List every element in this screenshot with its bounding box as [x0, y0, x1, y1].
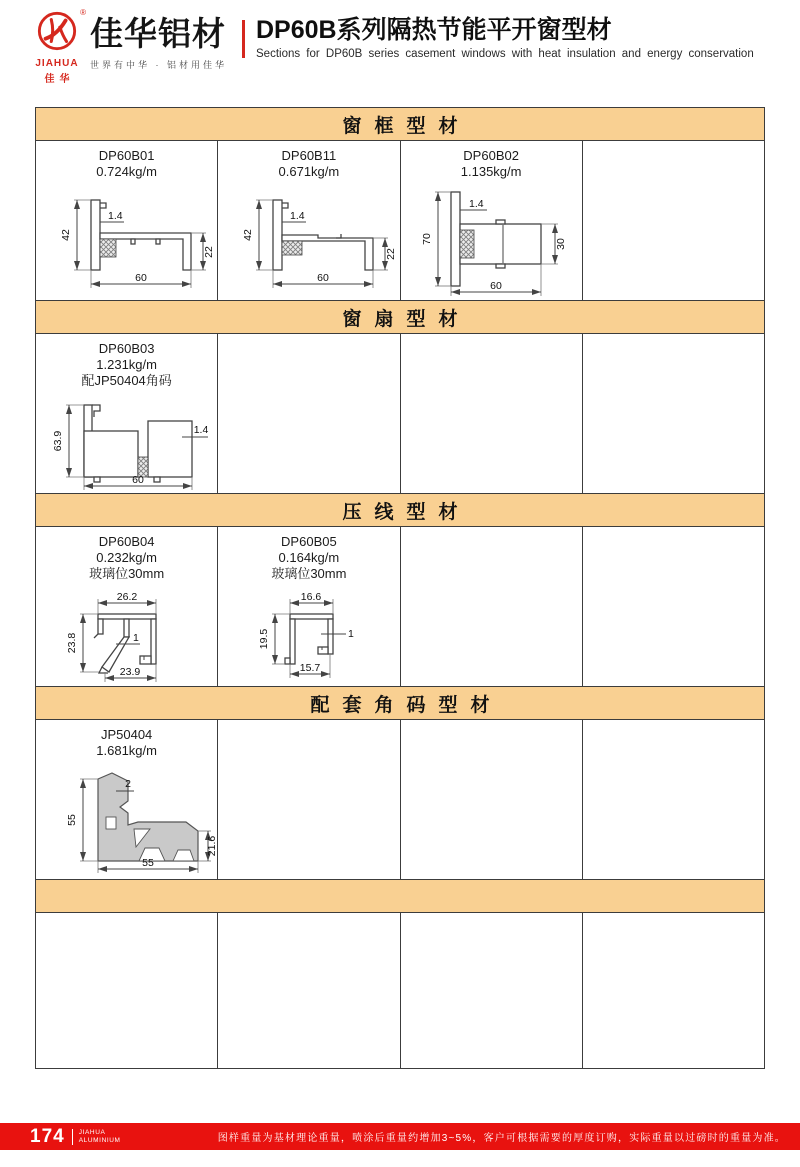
dp60b04-profile-drawing [36, 584, 218, 686]
empty-cell [582, 720, 764, 880]
empty-cell [400, 334, 582, 494]
dp60b02-profile-drawing [401, 182, 583, 300]
profile-cell-dp60b05 [218, 527, 400, 687]
profile-code: DP60B11 [281, 148, 337, 163]
profile-code: JP50404 [100, 727, 153, 742]
dim-end-height: 22 [203, 246, 215, 258]
jiahua-emblem-icon [36, 10, 78, 52]
dim-end-height: 22 [385, 248, 398, 260]
dim-width: 60 [132, 474, 144, 486]
logo-text-cn: 佳华 [44, 74, 75, 85]
page-title: DP60B系列隔热节能平开窗型材 [256, 16, 612, 44]
dim-thickness: 2 [125, 778, 131, 790]
dim-height: 42 [242, 229, 255, 241]
dim-top-width: 16.6 [301, 591, 322, 603]
footer-note: 图样重量为基材理论重量，喷涂后重量约增加3~5%，客户可根据需要的厚度订购，实际重量以过磅时的重量为准。 [217, 1133, 786, 1144]
dp60b05-profile-drawing [218, 584, 400, 686]
dim-end-height: 21.6 [206, 835, 218, 857]
profile-cell-dp60b01 [36, 141, 218, 301]
profile-weight: 0.232kg/m [96, 550, 157, 565]
company-logo [28, 10, 86, 85]
dp60b11-profile-drawing [218, 182, 400, 300]
dim-thickness: 1 [133, 632, 139, 644]
dim-width: 55 [142, 857, 154, 869]
profile-weight: 0.164kg/m [278, 550, 340, 565]
brand-name: 佳华铝材 [90, 15, 226, 52]
empty-cell [36, 913, 218, 1069]
header-divider [242, 20, 245, 58]
profile-cell-dp60b02 [400, 141, 582, 301]
dim-thickness: 1.4 [193, 424, 209, 436]
dp60b01-profile-drawing [36, 182, 218, 300]
dim-width: 60 [135, 272, 147, 284]
page-footer [0, 1123, 800, 1150]
profile-cell-dp60b04 [36, 527, 218, 687]
dim-top-width: 26.2 [116, 591, 138, 603]
dim-height: 23.8 [66, 632, 78, 654]
profile-code: DP60B02 [463, 148, 519, 163]
footer-brand [79, 1129, 121, 1144]
empty-cell [400, 720, 582, 880]
footer-brand-line1: JIAHUA [78, 1129, 106, 1136]
jp50404-profile-drawing [36, 761, 218, 879]
profile-weight: 0.724kg/m [96, 164, 157, 179]
empty-cell [582, 913, 764, 1069]
empty-cell [218, 720, 400, 880]
profile-code: DP60B05 [281, 534, 337, 549]
section-header-frame: 窗框型材 [36, 108, 765, 141]
dim-end-height: 30 [554, 238, 567, 250]
page-subtitle: Sections for DP60B series casement windows with heat insulation and energy conservation [256, 48, 754, 60]
empty-cell [400, 527, 582, 687]
dim-width: 60 [317, 272, 330, 284]
brand-block [90, 10, 230, 71]
profile-cell-dp60b11 [218, 141, 400, 301]
dim-bottom-width: 23.9 [119, 666, 141, 678]
empty-cell [400, 913, 582, 1069]
brand-slogan: 世界有中华 · 铝材用佳华 [90, 60, 227, 70]
dim-height: 63.9 [52, 430, 64, 452]
dim-width: 60 [489, 280, 502, 292]
profile-table [35, 107, 765, 1069]
profile-weight: 1.231kg/m [96, 357, 157, 372]
profile-weight: 0.671kg/m [278, 164, 340, 179]
page-number: 174 [30, 1125, 65, 1147]
footer-divider [72, 1129, 73, 1145]
section-header-bead: 压线型材 [36, 494, 765, 527]
dim-height: 55 [66, 814, 78, 826]
dim-height: 70 [420, 233, 433, 245]
profile-cell-jp50404 [36, 720, 218, 880]
empty-cell [218, 913, 400, 1069]
dim-height: 19.5 [258, 628, 271, 650]
profile-code: DP60B04 [98, 534, 155, 549]
empty-cell [582, 141, 764, 301]
dim-bottom-width: 15.7 [300, 662, 321, 674]
profile-weight: 1.135kg/m [460, 164, 522, 179]
profile-code: DP60B01 [98, 148, 155, 163]
section-header-corner: 配套角码型材 [36, 687, 765, 720]
profile-note: 玻璃位30mm [271, 566, 347, 581]
registered-trademark: ® [80, 8, 86, 17]
dim-thickness: 1.4 [468, 198, 484, 210]
section-header-extra [36, 880, 765, 913]
profile-note: 玻璃位30mm [89, 566, 165, 581]
profile-code: DP60B03 [98, 341, 155, 356]
profile-cell-dp60b03 [36, 334, 218, 494]
title-block [256, 16, 754, 60]
profile-note: 配JP50404角码 [81, 373, 172, 388]
page-header [28, 10, 790, 85]
empty-cell [582, 527, 764, 687]
profile-weight: 1.681kg/m [96, 743, 157, 758]
dim-thickness: 1.4 [290, 210, 305, 222]
empty-cell [218, 334, 400, 494]
logo-text-en: JIAHUA [35, 58, 79, 69]
dim-thickness: 1 [348, 628, 355, 640]
empty-cell [582, 334, 764, 494]
dim-height: 42 [60, 229, 72, 241]
dim-thickness: 1.4 [108, 210, 123, 222]
footer-brand-line2: ALUMINIUM [78, 1136, 121, 1144]
dp60b03-profile-drawing [36, 391, 218, 493]
section-header-sash: 窗扇型材 [36, 301, 765, 334]
